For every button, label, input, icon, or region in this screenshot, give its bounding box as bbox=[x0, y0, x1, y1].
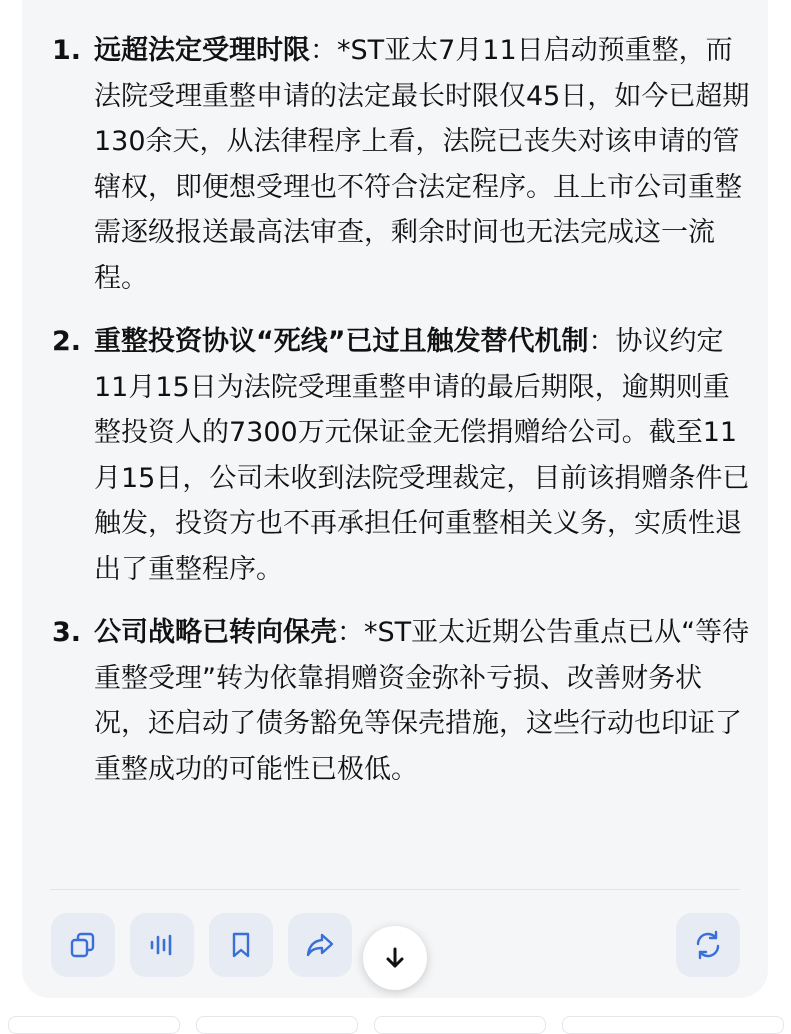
item-heading: 远超法定受理时限 bbox=[94, 35, 310, 66]
arrow-down-icon bbox=[382, 945, 408, 971]
list-item bbox=[52, 28, 752, 301]
item-heading: 公司战略已转向保壳 bbox=[94, 617, 337, 648]
bookmark-button[interactable] bbox=[209, 913, 273, 977]
read-aloud-button[interactable] bbox=[130, 913, 194, 977]
item-number: 3. bbox=[52, 617, 82, 648]
item-body: ：协议约定11月15日为法院受理重整申请的最后期限，逾期则重整投资人的7300万元保证金无偿捐赠给公司。截至11月15日，公司未收到法院受理裁定，目前该捐赠条件已触发，投资方也不再承担任何重整相关义务，实质性退出了重整程序。 bbox=[94, 326, 750, 585]
answer-list bbox=[52, 28, 752, 810]
item-heading: 重整投资协议“死线”已过且触发替代机制 bbox=[94, 326, 589, 357]
regenerate-button[interactable] bbox=[676, 913, 740, 977]
suggestion-chip[interactable] bbox=[562, 1016, 784, 1034]
suggestion-chip[interactable] bbox=[196, 1016, 358, 1034]
item-number: 1. bbox=[52, 35, 82, 66]
item-body: ：*ST亚太7月11日启动预重整，而法院受理重整申请的法定最长时限仅45日，如今已超期130余天，从法律程序上看，法院已丧失对该申请的管辖权，即便想受理也不符合法定程序。且上市公司重整需逐级报送最高法审查，剩余时间也无法完成这一流程。 bbox=[94, 35, 750, 294]
share-button[interactable] bbox=[288, 913, 352, 977]
suggestion-chip[interactable] bbox=[374, 1016, 546, 1034]
list-item bbox=[52, 319, 752, 592]
share-icon bbox=[304, 930, 336, 960]
toolbar-divider bbox=[50, 889, 740, 890]
copy-icon bbox=[68, 930, 98, 960]
suggestion-chip[interactable] bbox=[8, 1016, 180, 1034]
bookmark-icon bbox=[226, 930, 256, 960]
item-number: 2. bbox=[52, 326, 82, 357]
regenerate-icon bbox=[692, 929, 724, 961]
scroll-to-bottom-button[interactable] bbox=[363, 926, 427, 990]
list-item bbox=[52, 610, 752, 792]
suggestion-chips-row bbox=[0, 1016, 791, 1024]
copy-button[interactable] bbox=[51, 913, 115, 977]
item-body: ：*ST亚太近期公告重点已从“等待重整受理”转为依靠捐赠资金弥补亏损、改善财务状况，还启动了债务豁免等保壳措施，这些行动也印证了重整成功的可能性已极低。 bbox=[94, 617, 750, 785]
voice-icon bbox=[147, 930, 177, 960]
